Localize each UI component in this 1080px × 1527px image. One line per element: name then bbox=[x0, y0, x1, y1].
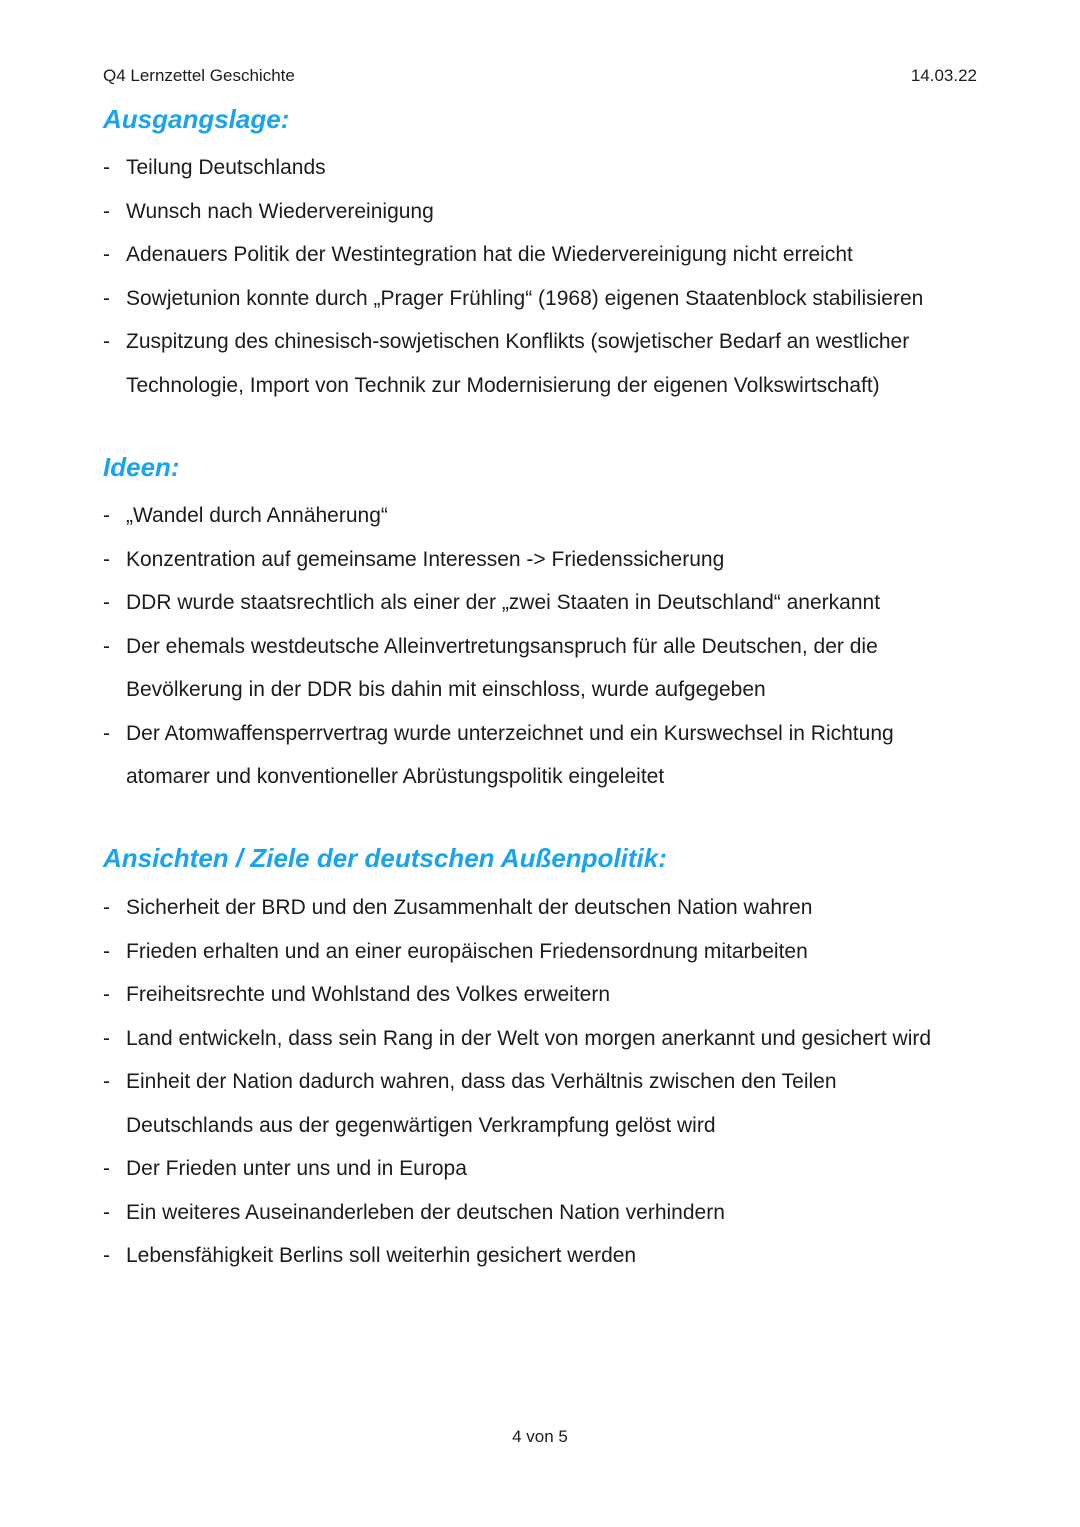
bullet-dash: - bbox=[103, 591, 110, 614]
list-item-text: Freiheitsrechte und Wohlstand des Volkes erweitern bbox=[126, 983, 611, 1006]
list-item bbox=[103, 1060, 1000, 1147]
list-item bbox=[103, 930, 1000, 974]
bullet-dash: - bbox=[103, 1244, 110, 1267]
bullet-list bbox=[103, 494, 1000, 799]
bullet-dash: - bbox=[103, 1157, 110, 1180]
list-item bbox=[103, 190, 1000, 234]
list-item-text: Sicherheit der BRD und den Zusammenhalt der deutschen Nation wahren bbox=[126, 896, 813, 919]
list-item bbox=[103, 1017, 1000, 1061]
bullet-dash: - bbox=[103, 983, 110, 1006]
list-item bbox=[103, 494, 1000, 538]
list-item-text: Zuspitzung des chinesisch-sowjetischen Konflikts (sowjetischer Bedarf an westlicher bbox=[126, 330, 910, 353]
list-item-text: Lebensfähigkeit Berlins soll weiterhin gesichert werden bbox=[126, 1244, 637, 1267]
list-item-text: Wunsch nach Wiedervereinigung bbox=[126, 199, 434, 223]
list-item-text: Ein weiteres Auseinanderleben der deutschen Nation verhindern bbox=[126, 1200, 725, 1224]
section-ansichten-ziele bbox=[103, 843, 1000, 1267]
bullet-dash: - bbox=[103, 1200, 110, 1224]
list-item bbox=[103, 233, 1000, 277]
list-item bbox=[103, 538, 1000, 582]
bullet-dash: - bbox=[103, 896, 110, 919]
list-item-text: Sowjetunion konnte durch „Prager Frühling“ (1968) eigenen Staatenblock stabilisieren bbox=[126, 286, 924, 310]
bullet-dash: - bbox=[103, 721, 110, 745]
bullet-dash: - bbox=[103, 547, 110, 571]
list-item-text: Der ehemals westdeutsche Alleinvertretungsanspruch für alle Deutschen, der die bbox=[126, 634, 878, 658]
bullet-list bbox=[103, 886, 1000, 1278]
list-item-text: Konzentration auf gemeinsame Interessen -> Friedenssicherung bbox=[126, 547, 725, 571]
list-item-text: Einheit der Nation dadurch wahren, dass das Verhältnis zwischen den Teilen bbox=[126, 1070, 837, 1093]
bullet-dash: - bbox=[103, 286, 110, 310]
list-item-text-continued: Deutschlands aus der gegenwärtigen Verkrampfung gelöst wird bbox=[126, 1113, 716, 1137]
list-item-text: Frieden erhalten und an einer europäischen Friedensordnung mitarbeiten bbox=[126, 939, 808, 963]
list-item-text-continued: Technologie, Import von Technik zur Modernisierung der eigenen Volkswirtschaft) bbox=[126, 373, 880, 397]
bullet-dash: - bbox=[103, 634, 110, 658]
list-item bbox=[103, 1191, 1000, 1235]
list-item bbox=[103, 320, 1000, 407]
document-title: Q4 Lernzettel Geschichte bbox=[103, 66, 295, 85]
list-item-text: Adenauers Politik der Westintegration hat die Wiedervereinigung nicht erreicht bbox=[126, 243, 853, 266]
list-item bbox=[103, 1147, 1000, 1191]
list-item-text: DDR wurde staatsrechtlich als einer der „zwei Staaten in Deutschland“ anerkannt bbox=[126, 591, 881, 614]
bullet-dash: - bbox=[103, 504, 110, 527]
bullet-dash: - bbox=[103, 1070, 110, 1093]
list-item bbox=[103, 625, 1000, 712]
list-item-text: „Wandel durch Annäherung“ bbox=[126, 504, 388, 527]
list-item bbox=[103, 581, 1000, 625]
list-item bbox=[103, 886, 1000, 930]
bullet-dash: - bbox=[103, 330, 110, 353]
list-item-text: Land entwickeln, dass sein Rang in der Welt von morgen anerkannt und gesichert wird bbox=[126, 1026, 932, 1050]
section-heading: Ideen: bbox=[103, 452, 180, 482]
list-item bbox=[103, 1234, 1000, 1278]
list-item-text: Teilung Deutschlands bbox=[126, 156, 326, 179]
bullet-dash: - bbox=[103, 199, 110, 223]
list-item-text: Der Atomwaffensperrvertrag wurde unterzeichnet und ein Kurswechsel in Richtung bbox=[126, 721, 894, 745]
section-ideen bbox=[103, 452, 1000, 788]
page-number: 4 von 5 bbox=[512, 1427, 568, 1446]
bullet-dash: - bbox=[103, 243, 110, 266]
list-item bbox=[103, 712, 1000, 799]
section-ausgangslage bbox=[103, 104, 1000, 397]
list-item-text: Der Frieden unter uns und in Europa bbox=[126, 1157, 467, 1180]
bullet-list bbox=[103, 146, 1000, 407]
bullet-dash: - bbox=[103, 156, 110, 179]
bullet-dash: - bbox=[103, 1026, 110, 1050]
section-heading: Ansichten / Ziele der deutschen Außenpolitik: bbox=[103, 843, 667, 873]
list-item bbox=[103, 277, 1000, 321]
list-item bbox=[103, 146, 1000, 190]
bullet-dash: - bbox=[103, 939, 110, 963]
list-item-text-continued: Bevölkerung in der DDR bis dahin mit einschloss, wurde aufgegeben bbox=[126, 678, 766, 701]
page-header bbox=[103, 66, 977, 88]
list-item-text-continued: atomarer und konventioneller Abrüstungspolitik eingeleitet bbox=[126, 765, 665, 788]
section-heading: Ausgangslage: bbox=[103, 104, 290, 134]
list-item bbox=[103, 973, 1000, 1017]
document-date: 14.03.22 bbox=[910, 66, 977, 85]
